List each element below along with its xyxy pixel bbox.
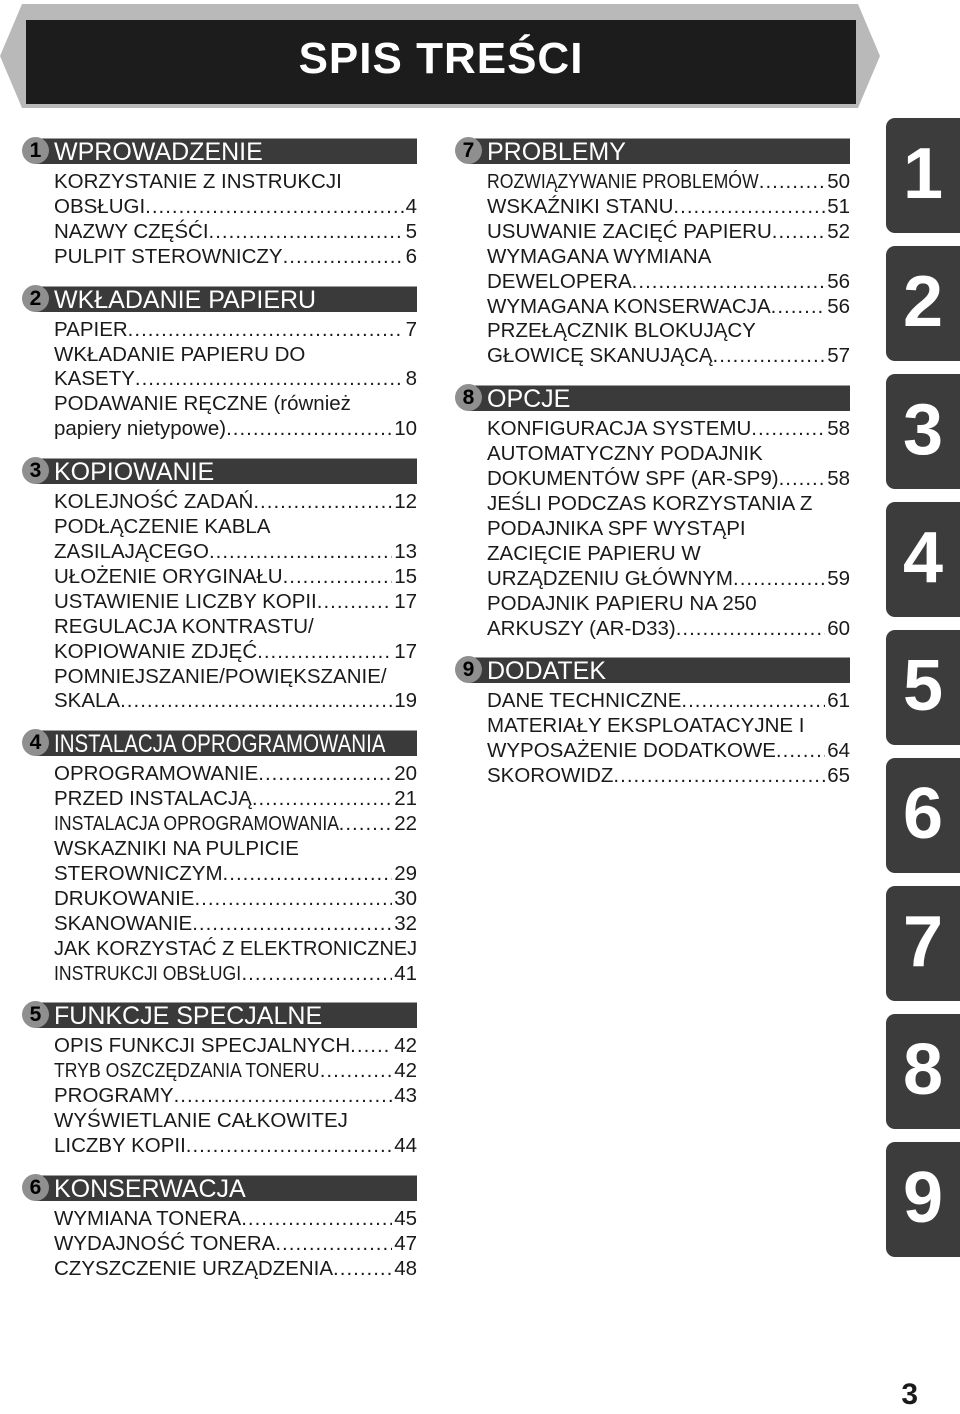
section-title: FUNKCJE SPECJALNE xyxy=(54,1002,323,1031)
toc-entry-leader-line xyxy=(54,1134,417,1159)
dot-leader xyxy=(779,467,826,492)
toc-entry-text: MATERIAŁY EKSPLOATACYJNE I xyxy=(487,714,805,738)
toc-entry-leader-line xyxy=(487,220,850,245)
dot-leader xyxy=(759,170,825,195)
section-title: WPROWADZENIE xyxy=(54,138,263,166)
toc-column-left xyxy=(22,136,417,1296)
toc-entry[interactable] xyxy=(54,615,417,665)
toc-page-number: 43 xyxy=(394,1084,417,1108)
toc-entry-leader-line xyxy=(54,220,417,245)
toc-entry-leader-line xyxy=(487,617,850,642)
dot-leader xyxy=(223,862,393,887)
toc-entry-text: DEWELOPERA xyxy=(487,269,632,293)
toc-entry-line xyxy=(487,319,850,344)
toc-entry[interactable] xyxy=(54,343,417,393)
section-number: 4 xyxy=(22,729,49,756)
toc-entry[interactable] xyxy=(54,565,417,590)
toc-entry-text: INSTRUKCJI OBSŁUGI xyxy=(54,961,242,985)
toc-page-number: 42 xyxy=(394,1034,417,1058)
toc-page-number: 19 xyxy=(394,689,417,713)
toc-page-number: 57 xyxy=(827,344,850,368)
toc-entry-leader-line xyxy=(487,689,850,714)
dot-leader xyxy=(613,764,825,789)
toc-page-number: 5 xyxy=(405,219,417,243)
toc-entry-leader-line xyxy=(54,367,417,392)
toc-entry-text: SKOROWIDZ xyxy=(487,764,614,788)
section-header xyxy=(455,655,850,686)
toc-page-number: 21 xyxy=(394,787,417,811)
toc-entry-leader-line xyxy=(54,887,417,912)
toc-entry-text: WSKAZNIKI NA PULPICIE xyxy=(54,837,299,861)
section-header xyxy=(455,136,850,164)
section-header xyxy=(22,1173,417,1201)
toc-entry[interactable] xyxy=(54,937,417,987)
toc-entry-text: PODŁĄCZENIE KABLA xyxy=(54,515,271,539)
toc-entry-text: DRUKOWANIE xyxy=(54,886,195,910)
toc-page-number: 45 xyxy=(394,1207,417,1230)
toc-entry-text: DANE TECHNICZNE xyxy=(487,689,682,713)
toc-entry-leader-line xyxy=(54,540,417,565)
section-title: KONSERWACJA xyxy=(54,1175,246,1203)
toc-page-number: 58 xyxy=(827,467,850,491)
dot-leader xyxy=(209,220,404,245)
toc-section xyxy=(455,655,850,789)
toc-entry-text: UŁOŻENIE ORYGINAŁU xyxy=(54,564,283,588)
toc-page-number: 56 xyxy=(827,269,850,293)
section-header xyxy=(22,456,417,487)
dot-leader xyxy=(145,195,403,220)
toc-entry-text: KOPIOWANIE ZDJĘĆ xyxy=(54,639,258,663)
toc-section xyxy=(22,728,417,986)
dot-leader xyxy=(673,195,825,220)
dot-leader xyxy=(681,689,825,714)
toc-page-number: 20 xyxy=(394,762,417,786)
toc-section xyxy=(455,383,850,641)
toc-entry[interactable] xyxy=(487,764,850,789)
section-number: 2 xyxy=(22,285,49,312)
toc-entry[interactable] xyxy=(487,295,850,320)
toc-entry-text: TRYB OSZCZĘDZANIA TONERU xyxy=(54,1059,320,1083)
toc-entry-text: WYMAGANA WYMIANA xyxy=(487,244,712,268)
toc-entry[interactable] xyxy=(54,887,417,912)
dot-leader xyxy=(194,887,392,912)
toc-page-number: 30 xyxy=(394,886,417,910)
toc-entry-leader-line xyxy=(487,295,850,320)
dot-leader xyxy=(320,1059,392,1084)
toc-entry-leader-line xyxy=(54,1084,417,1109)
toc-entry-leader-line xyxy=(54,689,417,714)
dot-leader xyxy=(339,812,393,837)
toc-entry[interactable] xyxy=(54,392,417,442)
toc-entry-leader-line xyxy=(54,490,417,515)
toc-entry-leader-line xyxy=(54,787,417,812)
toc-entry[interactable] xyxy=(54,245,417,270)
toc-entry-text: SKALA xyxy=(54,689,121,713)
toc-entry-leader-line xyxy=(54,318,417,343)
toc-entry-text: KOLEJNOŚĆ ZADAŃ xyxy=(54,490,254,514)
dot-leader xyxy=(713,344,826,369)
section-title: OPCJE xyxy=(487,385,571,414)
toc-entry-text: USTAWIENIE LICZBY KOPII xyxy=(54,589,317,613)
toc-entry-line xyxy=(54,937,417,962)
toc-entry-leader-line xyxy=(54,812,417,837)
toc-entry-leader-line xyxy=(54,1232,417,1257)
dot-leader xyxy=(253,490,392,515)
toc-entry-line xyxy=(487,442,850,467)
toc-entry-line xyxy=(54,665,417,690)
toc-page-number: 6 xyxy=(405,244,417,268)
dot-leader xyxy=(275,1232,392,1257)
toc-page-number: 17 xyxy=(394,589,417,613)
toc-section xyxy=(22,456,417,714)
chapter-tab-1[interactable]: 1 xyxy=(886,118,960,233)
toc-entry-leader-line xyxy=(54,762,417,787)
toc-entry-text: PRZEŁĄCZNIK BLOKUJĄCY xyxy=(487,319,756,343)
toc-entry-leader-line xyxy=(54,1207,417,1232)
toc-entry-text: URZĄDZENIU GŁÓWNYM xyxy=(487,566,733,590)
dot-leader xyxy=(226,417,392,442)
toc-entry-leader-line xyxy=(54,417,417,442)
toc-entry[interactable] xyxy=(487,714,850,764)
toc-page-number: 12 xyxy=(394,490,417,514)
toc-entry[interactable] xyxy=(54,1034,417,1059)
toc-entry-text: POMNIEJSZANIE/POWIĘKSZANIE/ xyxy=(54,664,387,688)
chapter-tab-7[interactable]: 7 xyxy=(886,886,960,1001)
toc-entry-leader-line xyxy=(54,195,417,220)
toc-entry-leader-line xyxy=(487,170,850,195)
toc-section xyxy=(22,284,417,443)
toc-entry-line xyxy=(487,492,850,517)
toc-entry[interactable] xyxy=(54,170,417,220)
toc-page-number: 41 xyxy=(394,961,417,985)
dot-leader xyxy=(317,590,392,615)
dot-leader xyxy=(333,1257,392,1282)
toc-page-number: 4 xyxy=(405,194,417,218)
dot-leader xyxy=(241,1207,392,1232)
toc-entry-text: OPIS FUNKCJI SPECJALNYCH xyxy=(54,1034,351,1058)
toc-entry-leader-line xyxy=(54,245,417,270)
toc-page-number: 50 xyxy=(827,170,850,193)
toc-entry-text: ROZWIĄZYWANIE PROBLEMÓW xyxy=(487,170,759,193)
section-title: KOPIOWANIE xyxy=(54,458,215,487)
toc-entry-line xyxy=(487,714,850,739)
section-title: WKŁADANIE PAPIERU xyxy=(54,285,317,314)
title-banner xyxy=(0,0,880,112)
toc-section xyxy=(22,1000,417,1159)
toc-entry-text: SKANOWANIE xyxy=(54,911,193,935)
toc-entry-text: KASETY xyxy=(54,367,135,391)
toc-entry-leader-line xyxy=(54,1034,417,1059)
toc-entry[interactable] xyxy=(487,689,850,714)
section-header xyxy=(22,1000,417,1031)
toc-entry-text: INSTALACJA OPROGRAMOWANIA xyxy=(54,812,340,836)
section-number: 8 xyxy=(455,384,482,411)
toc-entry-text: ZASILAJĄCEGO xyxy=(54,539,209,563)
toc-entry-text: PROGRAMY xyxy=(54,1084,174,1108)
toc-entry-leader-line xyxy=(54,1059,417,1084)
section-number: 9 xyxy=(455,656,482,683)
page-number: 3 xyxy=(901,1378,918,1411)
section-header xyxy=(22,284,417,312)
toc-page-number: 17 xyxy=(394,639,417,663)
chapter-tab-4[interactable]: 4 xyxy=(886,502,960,617)
toc-entry[interactable] xyxy=(487,245,850,295)
toc-entry-text: KORZYSTANIE Z INSTRUKCJI xyxy=(54,170,342,193)
section-number: 7 xyxy=(455,137,482,164)
dot-leader xyxy=(128,318,404,343)
section-title: DODATEK xyxy=(487,657,606,686)
toc-entry[interactable] xyxy=(54,490,417,515)
toc-page-number: 58 xyxy=(827,417,850,441)
toc-page-number: 7 xyxy=(405,317,417,341)
toc-column-right xyxy=(455,136,850,803)
toc-entry-text: JEŚLI PODCZAS KORZYSTANIA Z xyxy=(487,491,813,515)
toc-entry-line xyxy=(487,517,850,542)
toc-entry-line xyxy=(487,245,850,270)
toc-entry-text: WYMIANA TONERA xyxy=(54,1207,242,1230)
toc-page-number: 15 xyxy=(394,564,417,588)
dot-leader xyxy=(771,295,826,320)
toc-page-number: 60 xyxy=(827,616,850,640)
toc-entry[interactable] xyxy=(54,1084,417,1109)
toc-entry-text: CZYSZCZENIE URZĄDZENIA xyxy=(54,1256,334,1280)
dot-leader xyxy=(209,540,392,565)
dot-leader xyxy=(283,245,404,270)
toc-entry[interactable] xyxy=(487,220,850,245)
toc-entry-line xyxy=(54,1109,417,1134)
dot-leader xyxy=(350,1034,392,1059)
toc-entry-leader-line xyxy=(487,739,850,764)
dot-leader xyxy=(733,567,825,592)
toc-page-number: 52 xyxy=(827,219,850,243)
toc-entry[interactable] xyxy=(487,170,850,195)
toc-page-number: 10 xyxy=(394,417,417,441)
toc-section xyxy=(22,1173,417,1282)
toc-page-number: 13 xyxy=(394,539,417,563)
section-header xyxy=(22,136,417,164)
toc-entry[interactable] xyxy=(54,1232,417,1257)
toc-entry-leader-line xyxy=(487,270,850,295)
toc-page-number: 29 xyxy=(394,861,417,885)
toc-entry[interactable] xyxy=(54,787,417,812)
toc-entry-text: JAK KORZYSTAĆ Z ELEKTRONICZNEJ xyxy=(54,936,418,960)
section-title: PROBLEMY xyxy=(487,138,626,166)
toc-entry[interactable] xyxy=(54,812,417,837)
toc-page-number: 64 xyxy=(827,739,850,763)
toc-entry-leader-line xyxy=(54,912,417,937)
dot-leader xyxy=(186,1134,392,1159)
toc-entry-leader-line xyxy=(487,344,850,369)
toc-entry-text: USUWANIE ZACIĘĆ PAPIERU xyxy=(487,219,772,243)
toc-entry-line xyxy=(54,392,417,417)
toc-entry[interactable] xyxy=(487,492,850,592)
toc-page-number: 56 xyxy=(827,294,850,318)
section-number: 5 xyxy=(22,1001,49,1028)
section-entries xyxy=(54,318,417,443)
toc-entry-line xyxy=(54,837,417,862)
section-header xyxy=(22,728,417,759)
toc-page-number: 51 xyxy=(827,194,850,218)
toc-entry[interactable] xyxy=(54,762,417,787)
toc-entry-text: PODAJNIKA SPF WYSTĄPI xyxy=(487,516,746,540)
toc-entry-text: WYŚWIETLANIE CAŁKOWITEJ xyxy=(54,1109,348,1133)
toc-entry-leader-line xyxy=(54,1257,417,1282)
section-number: 1 xyxy=(22,137,49,164)
section-entries xyxy=(54,762,417,986)
chapter-tab-3[interactable]: 3 xyxy=(886,374,960,489)
dot-leader xyxy=(120,689,392,714)
toc-entry-text: PRZED INSTALACJĄ xyxy=(54,787,252,811)
section-entries xyxy=(54,1207,417,1282)
toc-entry-leader-line xyxy=(487,467,850,492)
toc-entry-line xyxy=(487,592,850,617)
section-entries xyxy=(487,417,850,641)
toc-entry-text: WKŁADANIE PAPIERU DO xyxy=(54,342,306,366)
toc-page-number: 59 xyxy=(827,566,850,590)
toc-page-number: 44 xyxy=(394,1134,417,1158)
chapter-tab-2[interactable]: 2 xyxy=(886,246,960,361)
toc-entry-text: AUTOMATYCZNY PODAJNIK xyxy=(487,442,763,466)
toc-entry-leader-line xyxy=(54,962,417,987)
toc-section xyxy=(22,136,417,270)
toc-entry-text: PULPIT STEROWNICZY xyxy=(54,244,283,268)
toc-entry-line xyxy=(487,542,850,567)
toc-entry-leader-line xyxy=(54,640,417,665)
toc-entry[interactable] xyxy=(54,1109,417,1159)
chapter-tab-5[interactable]: 5 xyxy=(886,630,960,745)
chapter-tab-8[interactable]: 8 xyxy=(886,1014,960,1129)
dot-leader xyxy=(772,220,825,245)
dot-leader xyxy=(257,640,392,665)
toc-entry[interactable] xyxy=(54,590,417,615)
toc-entry[interactable] xyxy=(487,592,850,642)
toc-page-number: 8 xyxy=(405,367,417,391)
section-entries xyxy=(54,1034,417,1159)
page-title: SPIS TREŚCI xyxy=(298,34,584,83)
toc-entry-text: PODAJNIK PAPIERU NA 250 xyxy=(487,591,757,615)
toc-entry-line xyxy=(54,170,417,195)
section-title: INSTALACJA OPROGRAMOWANIA xyxy=(54,730,386,759)
toc-entry[interactable] xyxy=(54,1257,417,1282)
toc-entry-line xyxy=(54,343,417,368)
toc-entry-text: PAPIER xyxy=(54,317,128,341)
chapter-tabs xyxy=(886,118,960,1270)
toc-entry[interactable] xyxy=(54,1207,417,1232)
toc-entry-line xyxy=(54,515,417,540)
toc-entry[interactable] xyxy=(54,837,417,887)
toc-entry-text: GŁOWICĘ SKANUJĄCĄ xyxy=(487,344,713,368)
toc-entry[interactable] xyxy=(54,515,417,565)
toc-entry-text: WSKAŹNIKI STANU xyxy=(487,194,674,218)
toc-entry[interactable] xyxy=(54,912,417,937)
dot-leader xyxy=(776,739,825,764)
toc-page-number: 32 xyxy=(394,911,417,935)
section-entries xyxy=(54,170,417,270)
toc-entry-leader-line xyxy=(487,567,850,592)
dot-leader xyxy=(135,367,404,392)
toc-entry-leader-line xyxy=(54,565,417,590)
toc-entry-text: DOKUMENTÓW SPF (AR-SP9) xyxy=(487,467,779,491)
toc-entry-text: WYPOSAŻENIE DODATKOWE xyxy=(487,739,776,763)
dot-leader xyxy=(676,617,825,642)
toc-entry-leader-line xyxy=(487,764,850,789)
toc-section xyxy=(455,136,850,369)
dot-leader xyxy=(751,417,825,442)
toc-entry-leader-line xyxy=(487,417,850,442)
dot-leader xyxy=(192,912,392,937)
dot-leader xyxy=(632,270,826,295)
toc-page-number: 65 xyxy=(827,764,850,788)
section-number: 3 xyxy=(22,457,49,484)
toc-entry-text: WYDAJNOŚĆ TONERA xyxy=(54,1231,276,1255)
toc-entry[interactable] xyxy=(54,1059,417,1084)
toc-entry-text: NAZWY CZĘŚĆI xyxy=(54,219,209,243)
toc-page-number: 61 xyxy=(827,689,850,713)
toc-entry-text: STEROWNICZYM xyxy=(54,861,223,885)
toc-entry-text: LICZBY KOPII xyxy=(54,1134,186,1158)
toc-entry-text: papiery nietypowe) xyxy=(54,417,227,441)
toc-entry-text: PODAWANIE RĘCZNE (również xyxy=(54,392,351,416)
dot-leader xyxy=(241,962,392,987)
toc-entry[interactable] xyxy=(54,318,417,343)
toc-entry-leader-line xyxy=(487,195,850,220)
toc-entry-text: WYMAGANA KONSERWACJA xyxy=(487,294,771,318)
toc-entry[interactable] xyxy=(54,220,417,245)
chapter-tab-9[interactable]: 9 xyxy=(886,1142,960,1257)
dot-leader xyxy=(258,762,392,787)
toc-page-number: 48 xyxy=(394,1256,417,1280)
toc-entry-leader-line xyxy=(54,590,417,615)
toc-entry-text: OPROGRAMOWANIE xyxy=(54,762,259,786)
toc-entry-text: KONFIGURACJA SYSTEMU xyxy=(487,417,752,441)
section-header xyxy=(455,383,850,414)
toc-page-number: 22 xyxy=(394,812,417,836)
toc-entry[interactable] xyxy=(487,442,850,492)
toc-entry-text: OBSŁUGI xyxy=(54,194,146,218)
toc-entry-text: ARKUSZY (AR-D33) xyxy=(487,616,676,640)
dot-leader xyxy=(174,1084,393,1109)
toc-entry-leader-line xyxy=(54,862,417,887)
section-entries xyxy=(487,689,850,789)
toc-entry-text: ZACIĘCIE PAPIERU W xyxy=(487,541,701,565)
section-entries xyxy=(54,490,417,714)
toc-entry[interactable] xyxy=(54,665,417,715)
section-entries xyxy=(487,170,850,369)
section-number: 6 xyxy=(22,1174,49,1201)
toc-entry[interactable] xyxy=(487,417,850,442)
toc-entry[interactable] xyxy=(487,319,850,369)
chapter-tab-6[interactable]: 6 xyxy=(886,758,960,873)
toc-entry-line xyxy=(54,615,417,640)
dot-leader xyxy=(252,787,392,812)
dot-leader xyxy=(283,565,393,590)
toc-entry[interactable] xyxy=(487,195,850,220)
toc-page-number: 47 xyxy=(394,1231,417,1255)
toc-entry-text: REGULACJA KONTRASTU/ xyxy=(54,614,314,638)
toc-page-number: 42 xyxy=(394,1059,417,1083)
